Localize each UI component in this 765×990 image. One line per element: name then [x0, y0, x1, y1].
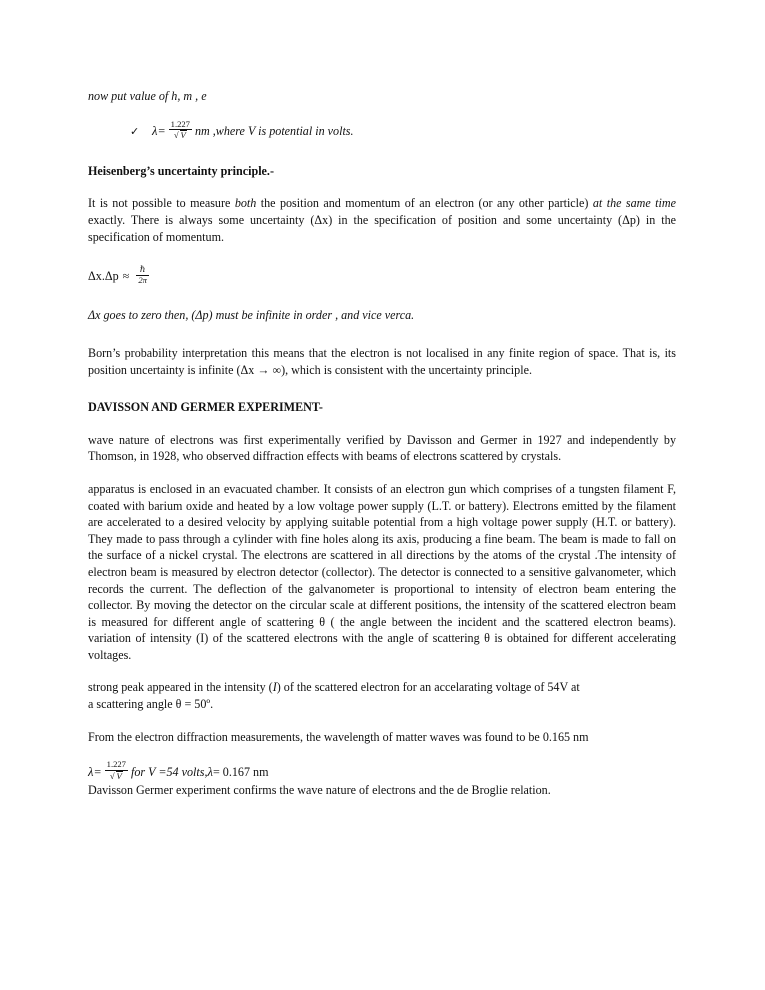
spacer — [88, 378, 676, 399]
spacer — [88, 286, 676, 307]
formula-trailing-text: nm ,where V is potential in volts. — [194, 123, 354, 138]
scattering-angle-line: a scattering angle θ = 50º. — [88, 697, 214, 712]
spacer — [88, 142, 676, 163]
apparatus-paragraph: apparatus is enclosed in an evacuated chamber. It consists of an electron gun which comprises of a tungsten filament F, coated with barium oxide and heated by a low voltage power supply (L.T. or battery). Electrons emitted by the filament are accelerated to a desired velocity by applying suitable potential from a high voltage power supply (H.T. or battery). They made to pass through a cylinder with fine holes along its axis, producing a fine beam. The beam is made to fall on the surface of a nickel crystal. The electrons are scattered in all directions by the atoms of the crystal .The intensity of electron beam is measured by electron detector (collector). The detector is connected to a sensitive galvanometer, which records the current. The deflection of the galvanometer is proportional to intensity of electron beam entering the collector. By moving the detector on the circular scale at different positions, the intensity of the scattered electron beam is measured for different angle of scattering θ ( the angle between the incident and the scattered electron beams). variation of intensity (I) of the scattered electrons with the angle of scattering θ is obtained for different accelerating voltages. — [88, 481, 676, 662]
spacer — [88, 324, 676, 345]
page-content — [88, 88, 676, 799]
debroglie-bullet-line — [88, 118, 676, 142]
radical-icon: √ — [173, 130, 179, 140]
fraction-denominator: 2π — [138, 274, 147, 285]
davisson-germer-heading: DAVISSON AND GERMER EXPERIMENT- — [88, 400, 323, 415]
heisenberg-para-post: exactly. There is always some uncertainty (Δx) in the specification of position and some uncertainty (Δp) in the specification of momentum. — [88, 212, 676, 244]
born-paragraph: Born’s probability interpretation this means that the electron is not localised in any finite region of space. That is, its position uncertainty is infinite (Δx → ∞), which is consistent with the uncertainty principle. — [88, 345, 676, 377]
davisson-intro-paragraph: wave nature of electrons was first experimentally verified by Davisson and Germer in 1927 and independently by Thomson, in 1928, who observed diffraction effects with beams of electrons scattered by crystals. — [88, 432, 676, 464]
fraction — [136, 265, 149, 285]
equals-symbol: = — [157, 123, 166, 138]
wavelength-result: = 0.167 nm — [212, 764, 269, 779]
fraction-numerator: 1.227 — [170, 118, 190, 129]
spacer — [88, 713, 676, 729]
lambda-symbol-2: λ — [207, 764, 213, 779]
checkmark-icon: ✓ — [130, 124, 140, 138]
spacer — [88, 663, 676, 679]
spacer — [88, 465, 676, 481]
fraction-numerator: ℏ — [139, 264, 146, 275]
heisenberg-heading: Heisenberg’s uncertainty principle.- — [88, 163, 274, 178]
spacer — [88, 179, 676, 195]
peak-text-post: ) of the scattered electron for an accelarating voltage of 54V at — [276, 680, 580, 695]
radical-icon: √ — [109, 770, 115, 781]
formula-comma: , — [204, 764, 208, 779]
uncertainty-note-text: Δx goes to zero then, (Δp) must be infinite in order , and vice verca. — [88, 308, 415, 323]
radicand: V — [116, 770, 122, 781]
wavelength-measurement-paragraph: From the electron diffraction measurements, the wavelength of matter waves was found to be 0.165 nm — [88, 729, 589, 744]
spacer — [88, 245, 676, 266]
equals-symbol: = — [93, 764, 102, 779]
voltage-condition: for V =54 volts — [130, 764, 205, 779]
approx-symbol: ≈ — [122, 268, 130, 283]
conclusion-line: Davisson Germer experiment confirms the wave nature of electrons and the de Broglie relation. — [88, 783, 551, 798]
heisenberg-paragraph — [88, 195, 676, 245]
intensity-symbol: I — [272, 680, 277, 695]
heisenberg-emphasis-sametime: at the same time — [592, 196, 677, 211]
heisenberg-para-mid: the position and momentum of an electron (or any other particle) — [256, 196, 593, 211]
fraction-denominator — [169, 129, 192, 141]
debroglie-formula — [152, 118, 354, 142]
radicand: V — [180, 130, 186, 140]
strong-peak-line — [88, 679, 676, 696]
uncertainty-note-line — [88, 307, 676, 324]
peak-text-pre: strong peak appeared in the intensity ( — [88, 680, 273, 695]
uncertainty-lhs: Δx.Δp — [88, 268, 119, 283]
heisenberg-para-pre: It is not possible to measure — [88, 196, 235, 211]
spacer — [88, 745, 676, 761]
fraction — [105, 760, 128, 781]
lambda-symbol: λ — [88, 764, 94, 779]
spacer — [88, 416, 676, 432]
lambda-symbol: λ — [152, 123, 158, 138]
fraction — [169, 120, 192, 141]
uncertainty-formula — [88, 266, 676, 286]
intro-note: now put value of h, m , e — [88, 89, 207, 103]
fraction-numerator: 1.227 — [106, 759, 126, 770]
fraction-denominator — [105, 770, 128, 782]
heisenberg-emphasis-both: both — [234, 196, 257, 211]
final-wavelength-formula — [88, 761, 676, 782]
